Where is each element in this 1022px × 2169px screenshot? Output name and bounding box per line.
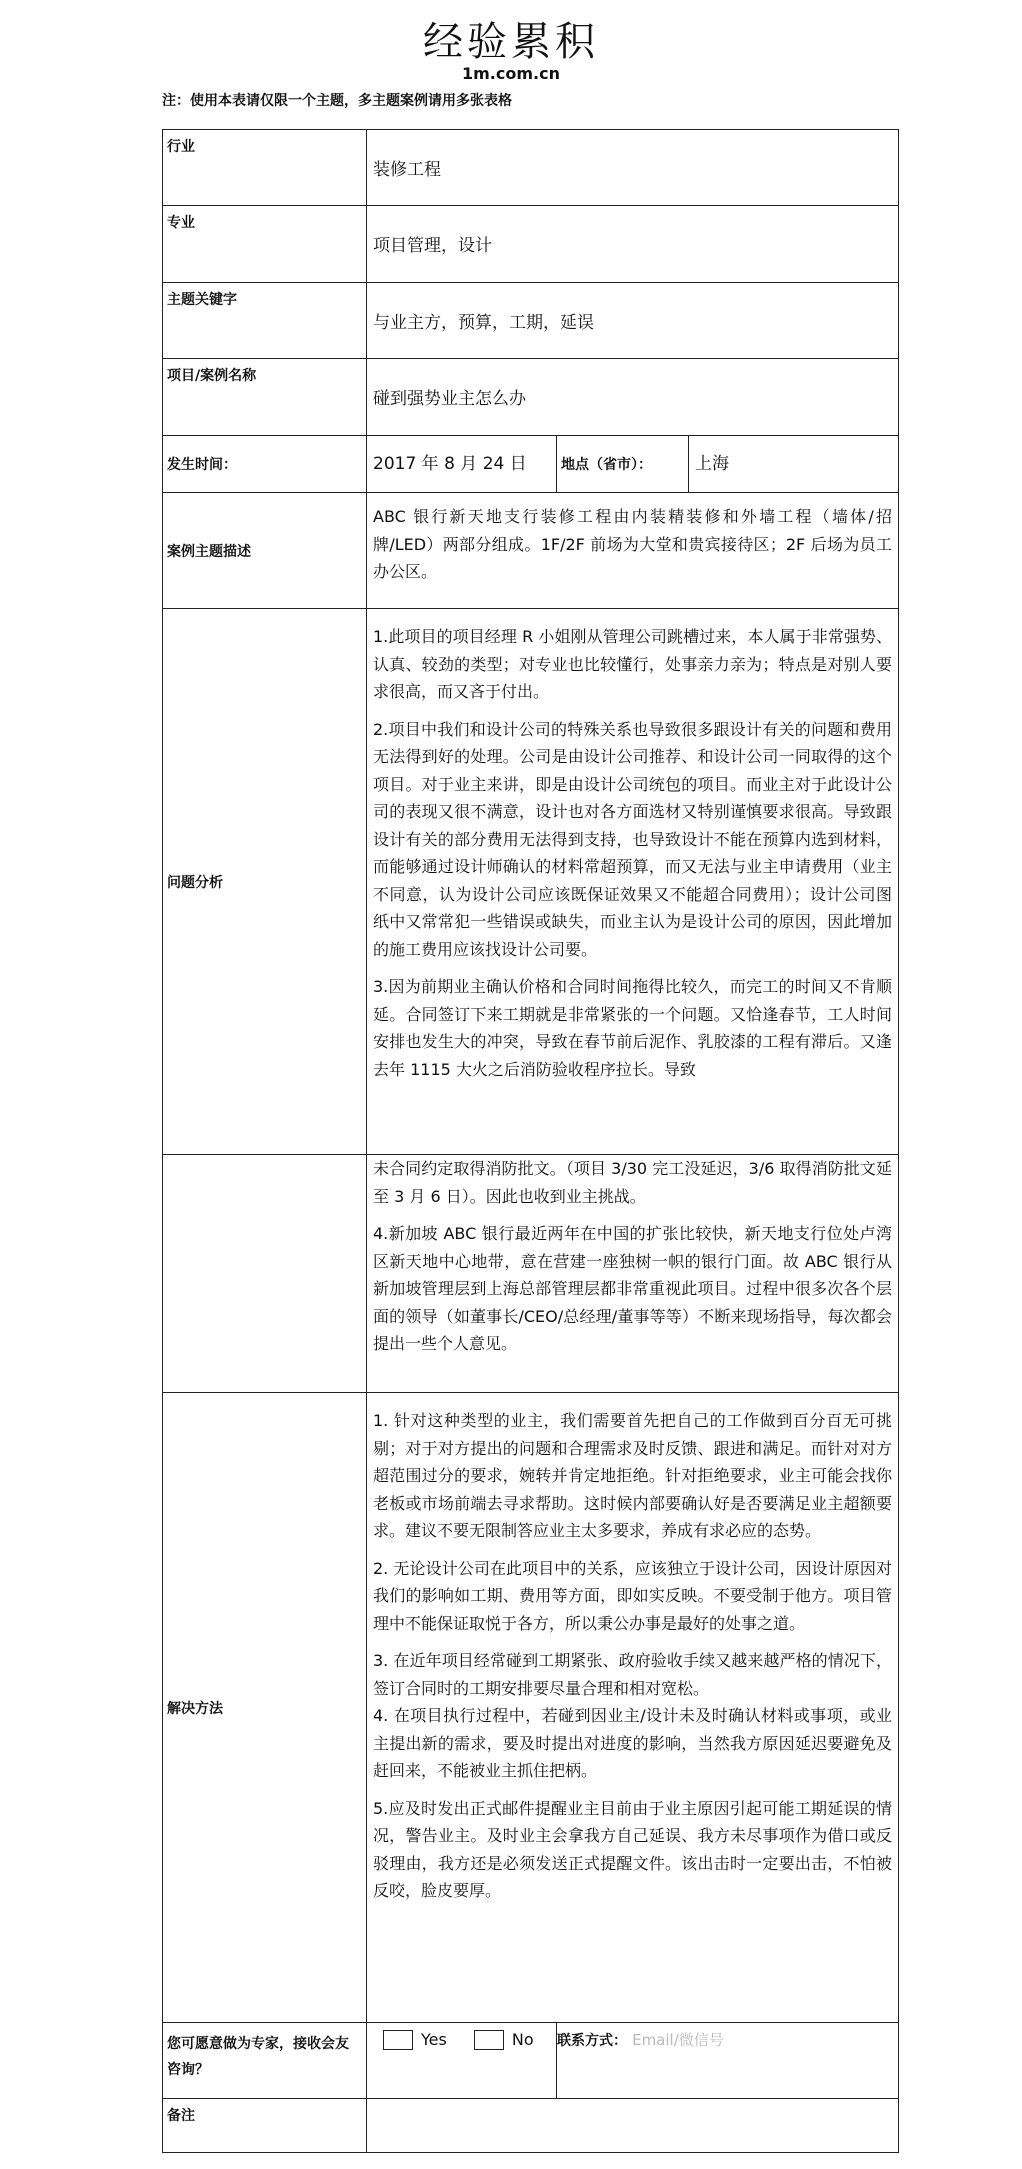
no-checkbox[interactable] [474,2030,504,2050]
analysis-paragraph-3: 3.因为前期业主确认价格和合同时间拖得比较久，而完工的时间又不肯顺延。合同签订下来工期就是非常紧张的一个问题。又恰逢春节，工人时间安排也发生大的冲突，导致在春节前后泥作、乳胶漆的工程有滞后。又逢去年 1115 大火之后消防验收程序拉长。导致 [373,977,892,1079]
case-name-value: 碰到强势业主怎么办 [367,359,899,436]
place-label: 地点（省市）： [557,436,689,493]
analysis-paragraph-3-continued: 未合同约定取得消防批文。（项目 3/30 完工没延迟，3/6 取得消防批文延至 3 月 6 日）。因此也收到业主挑战。 [373,1159,892,1206]
analysis-paragraph-1: 1.此项目的项目经理 R 小姐刚从管理公司跳槽过来，本人属于非常强势、认真、较劲的类型；对专业也比较懂行，处事亲力亲为；特点是对别人要求很高，而又吝于付出。 [373,627,892,701]
solution-paragraph-1: 1. 针对这种类型的业主，我们需要首先把自己的工作做到百分百无可挑剔；对于对方提出的问题和合理需求及时反馈、跟进和满足。而针对对方超范围过分的要求，婉转并肯定地拒绝。针对拒绝要求，业主可能会找你老板或市场前端去寻求帮助。这时候内部要确认好是否要满足业主超额要求。建议不要无限制答应业主太多要求，养成有求必应的态势。 [373,1411,892,1540]
analysis-continued-content [367,1155,899,1393]
usage-note: 注：使用本表请仅限一个主题，多主题案例请用多张表格 [162,93,512,109]
analysis-content [367,609,899,1155]
expert-options [367,2023,557,2099]
time-value: 2017 年 8 月 24 日 [367,436,557,493]
solution-label: 解决方法 [163,1393,367,2023]
description-value [367,493,899,609]
keywords-label: 主题关键字 [163,283,367,359]
row-remarks [163,2099,899,2153]
analysis-label: 问题分析 [163,609,367,1155]
solution-content [367,1393,899,2023]
contact-label: 联系方式： [557,2033,627,2049]
keywords-value: 与业主方，预算，工期，延误 [367,283,899,359]
row-solution [163,1393,899,2023]
row-time-place [163,436,899,493]
time-label: 发生时间： [163,436,367,493]
yes-checkbox[interactable] [383,2030,413,2050]
row-case-name [163,359,899,436]
yes-label: Yes [421,2030,447,2049]
analysis-continued-label-cell [163,1155,367,1393]
industry-value: 装修工程 [367,130,899,206]
no-label: No [511,2030,534,2049]
row-keywords [163,283,899,359]
specialty-label: 专业 [163,206,367,283]
solution-paragraph-4: 4. 在项目执行过程中，若碰到因业主/设计未及时确认材料或事项，或业主提出新的需求，要及时提出对进度的影响，当然我方原因延迟要避免及赶回来，不能被业主抓住把柄。 [373,1706,892,1780]
remarks-label: 备注 [163,2099,367,2153]
solution-paragraph-5: 5.应及时发出正式邮件提醒业主目前由于业主原因引起可能工期延误的情况，警告业主。及时业主会拿我方自己延误、我方未尽事项作为借口或反驳理由，我方还是必须发送正式提醒文件。该出击时一定要出击，不怕被反咬，脸皮要厚。 [373,1798,892,1900]
industry-label: 行业 [163,130,367,206]
analysis-paragraph-4: 4.新加坡 ABC 银行最近两年在中国的扩张比较快，新天地支行位处卢湾区新天地中心地带，意在营建一座独树一帜的银行门面。故 ABC 银行从新加坡管理层到上海总部管理层都非常重视此项目。过程中很多次各个层面的领导（如董事长/CEO/总经理/董事等等）不断来现场指导，每次都会提出一些个人意见。 [373,1224,892,1353]
remarks-value[interactable] [367,2099,899,2153]
row-description [163,493,899,609]
description-label: 案例主题描述 [163,493,367,609]
description-text: ABC 银行新天地支行装修工程由内装精装修和外墙工程（墙体/招牌/LED）两部分组成。1F/2F 前场为大堂和贵宾接待区；2F 后场为员工办公区。 [373,507,892,581]
contact-cell[interactable] [557,2023,899,2099]
row-expert [163,2023,899,2099]
page-title: 经验累积 [423,19,599,65]
place-value: 上海 [689,436,899,493]
specialty-value: 项目管理，设计 [367,206,899,283]
row-industry [163,130,899,206]
solution-paragraph-2: 2. 无论设计公司在此项目中的关系，应该独立于设计公司，因设计原因对我们的影响如工期、费用等方面，即如实反映。不要受制于他方。项目管理中不能保证取悦于各方，所以秉公办事是最好的处事之道。 [373,1558,892,1633]
experience-form [162,129,899,2153]
solution-paragraph-3: 3. 在近年项目经常碰到工期紧张、政府验收手续又越来越严格的情况下，签订合同时的工期安排要尽量合理和相对宽松。 [373,1651,892,1698]
site-url: 1m.com.cn [462,64,560,83]
expert-label: 您可愿意做为专家，接收会友咨询？ [163,2023,367,2099]
analysis-paragraph-2: 2.项目中我们和设计公司的特殊关系也导致很多跟设计有关的问题和费用无法得到好的处理。公司是由设计公司推荐、和设计公司一同取得的这个项目。对于业主来讲，即是由设计公司统包的项目。而业主对于此设计公司的表现又很不满意，设计也对各方面选材又特别谨慎要求很高。导致跟设计有关的部分费用无法得到支持，也导致设计不能在预算内选到材料，而能够通过设计师确认的材料常超预算，而又无法与业主申请费用（业主不同意，认为设计公司应该既保证效果又不能超合同费用）；设计公司图纸中又常常犯一些错误或缺失，而业主认为是设计公司的原因，因此增加的施工费用应该找设计公司要。 [373,719,892,959]
case-name-label: 项目/案例名称 [163,359,367,436]
contact-placeholder[interactable]: Email/微信号 [632,2031,724,2049]
row-analysis [163,609,899,1155]
row-analysis-continued [163,1155,899,1393]
row-specialty [163,206,899,283]
